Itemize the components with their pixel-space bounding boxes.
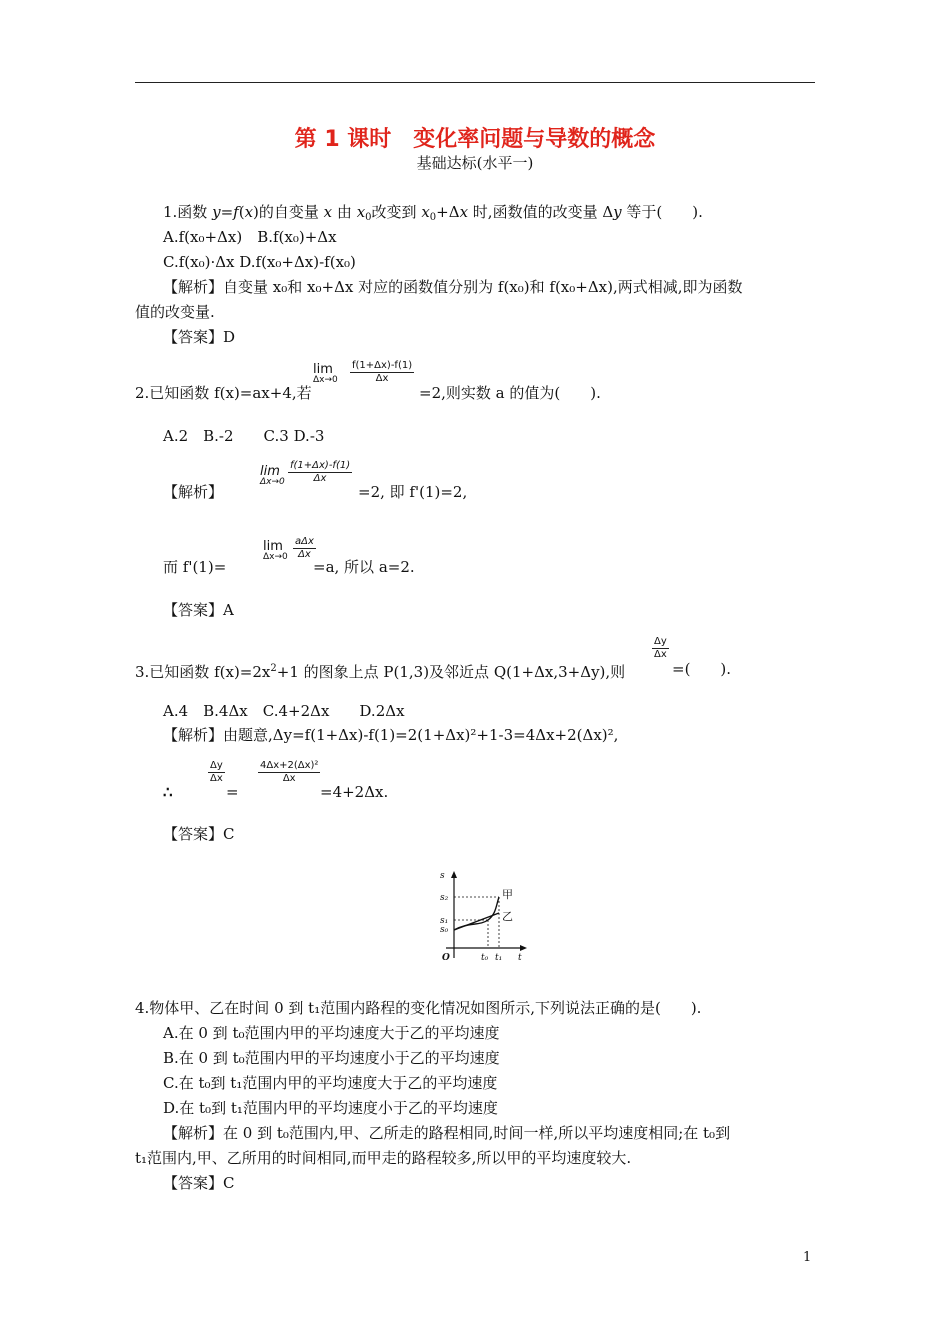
- q2-stem-a: 2.已知函数 f(x)=ax+4,若: [135, 384, 312, 402]
- s-axis-arrow-icon: [451, 871, 457, 878]
- page-title: 第 1 课时 变化率问题与导数的概念: [294, 127, 656, 152]
- q1-analysis-cont: 值的改变量.: [135, 303, 215, 321]
- label-yi: 乙: [502, 910, 513, 923]
- label-t: t: [518, 953, 522, 963]
- q2-analysis-fraction: $\frac{f(1+\Delta x)-f(1)}{\Delta x}$: [290, 460, 351, 484]
- label-origin: O: [442, 953, 450, 963]
- q2-answer: 【答案】A: [163, 601, 234, 619]
- q1-options-cd: C.f(x₀)·Δx D.f(x₀+Δx)-f(x₀): [163, 253, 356, 271]
- q3-analysis-1: 【解析】由题意,Δy=f(1+Δx)-f(1)=2(1+Δx)²+1-3=4Δx+2(Δx)²,: [163, 726, 619, 744]
- q2-fraction: $\frac{f(1+\Delta x)-f(1)}{\Delta x}$: [352, 360, 413, 384]
- curve-jia: [454, 897, 499, 930]
- q1-options-ab: A.f(x₀+Δx) B.f(x₀)+Δx: [163, 228, 337, 246]
- q4-option-a: A.在 0 到 t₀范围内甲的平均速度大于乙的平均速度: [163, 1024, 500, 1042]
- q2-options: A.2 B.-2 C.3 D.-3: [163, 427, 325, 445]
- q2-analysis-2a: 而 f'(1)=: [163, 558, 227, 576]
- q2-analysis-limit-2: lim Δx→0: [263, 539, 288, 562]
- label-t1: t₁: [495, 953, 503, 963]
- label-s0: s₀: [440, 925, 449, 935]
- t-axis-arrow-icon: [520, 945, 527, 951]
- label-jia: 甲: [502, 888, 513, 901]
- q2-analysis-2b: =a, 所以 a=2.: [313, 558, 415, 576]
- label-s2: s₂: [440, 893, 449, 903]
- q2-analysis-1: =2, 即 f'(1)=2,: [358, 483, 468, 501]
- q1-analysis: 【解析】自变量 x₀和 x₀+Δx 对应的函数值分别为 f(x₀)和 f(x₀+Δx),两式相减,即为函数: [163, 278, 743, 296]
- q1-answer: 【答案】D: [163, 328, 236, 346]
- label-t0: t₀: [481, 953, 489, 963]
- q3-answer: 【答案】C: [163, 825, 235, 843]
- q1-stem: 1.函数 y=f(x)的自变量 x 由 $x_0$改变到 $x_0+\Delta x$ 时,函数值的改变量 Δy 等于( ).: [163, 203, 703, 223]
- q3-analysis-fraction-a: $\frac{\Delta y}{\Delta x}$: [210, 760, 223, 784]
- q3-stem: 3.已知函数 $f(x)=2x^2+1$ 的图象上点 P(1,3)及邻近点 Q(1+Δx,3+Δy),则: [135, 663, 626, 681]
- q4-analysis-1: 【解析】在 0 到 t₀范围内,甲、乙所走的路程相同,时间一样,所以平均速度相同;在 t₀到: [163, 1124, 731, 1142]
- q4-option-b: B.在 0 到 t₀范围内甲的平均速度小于乙的平均速度: [163, 1049, 500, 1067]
- distance-time-graph: [420, 868, 540, 968]
- label-s: s: [440, 871, 445, 881]
- label-s1: s₁: [440, 916, 449, 926]
- q2-analysis-tag: 【解析】: [163, 483, 224, 501]
- q3-analysis-2: =4+2Δx.: [320, 783, 389, 801]
- q3-options: A.4 B.4Δx C.4+2Δx D.2Δx: [163, 702, 405, 720]
- page-number: 1: [803, 1250, 812, 1265]
- q3-eq-sign: =: [226, 783, 239, 801]
- q4-answer: 【答案】C: [163, 1174, 235, 1192]
- q2-analysis-limit: lim Δx→0: [260, 464, 285, 487]
- q2-limit: lim Δx→0: [313, 362, 338, 385]
- q2-analysis-fraction-2: aΔx Δx: [295, 536, 314, 560]
- header-rule: [135, 82, 815, 83]
- q3-stem-end: =( ).: [672, 660, 732, 678]
- q4-option-d: D.在 t₀到 t₁范围内甲的平均速度小于乙的平均速度: [163, 1099, 498, 1117]
- q3-therefore: ∴: [163, 783, 173, 801]
- q3-analysis-fraction-b: $\frac{\text{4Δx+2(Δx)²}}{\Delta x}$: [260, 760, 319, 784]
- page-subtitle: 基础达标(水平一): [416, 154, 534, 172]
- q4-stem: 4.物体甲、乙在时间 0 到 t₁范围内路程的变化情况如图所示,下列说法正确的是( ).: [135, 999, 702, 1017]
- line-yi: [454, 913, 499, 930]
- q2-stem-b: =2,则实数 a 的值为( ).: [419, 384, 601, 402]
- q3-stem-fraction: $\frac{\Delta y}{\Delta x}$: [654, 636, 667, 660]
- q4-option-c: C.在 t₀到 t₁范围内甲的平均速度大于乙的平均速度: [163, 1074, 498, 1092]
- q4-analysis-2: t₁范围内,甲、乙所用的时间相同,而甲走的路程较多,所以甲的平均速度较大.: [135, 1149, 632, 1167]
